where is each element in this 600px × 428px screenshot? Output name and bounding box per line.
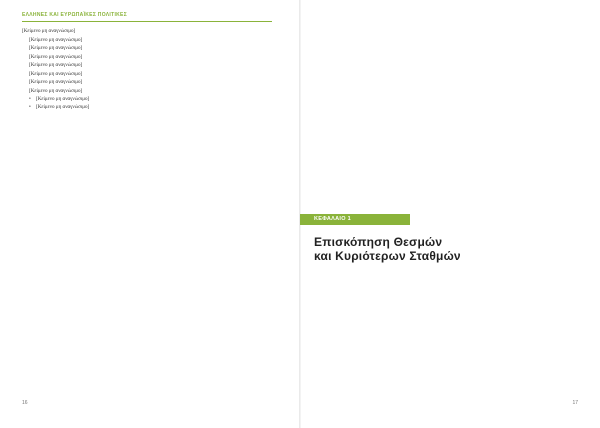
list-item-text: [Κείμενο μη αναγνώσιμο] [36, 103, 90, 110]
header-rule [22, 21, 272, 22]
paragraph: [Κείμενο μη αναγνώσιμο] [29, 62, 83, 69]
page-number-left: 16 [22, 400, 28, 406]
paragraph: [Κείμενο μη αναγνώσιμο] [29, 87, 83, 94]
list-item-text: [Κείμενο μη αναγνώσιμο] [36, 96, 90, 103]
chapter-title [314, 235, 534, 263]
paragraph: [Κείμενο μη αναγνώσιμο] [29, 70, 83, 77]
paragraph: [Κείμενο μη αναγνώσιμο] [29, 36, 83, 43]
body-text [22, 28, 272, 112]
bullet-icon: • [29, 96, 31, 103]
bullet-icon: • [29, 103, 31, 110]
list-item [29, 103, 272, 111]
paragraph: [Κείμενο μη αναγνώσιμο] [29, 53, 83, 60]
paragraph: [Κείμενο μη αναγνώσιμο] [22, 28, 76, 34]
paragraph: [Κείμενο μη αναγνώσιμο] [29, 45, 83, 52]
page-number-right: 17 [572, 400, 578, 406]
bullet-list [22, 96, 272, 110]
running-header: ΕΛΛΗΝΕΣ ΚΑΙ ΕΥΡΩΠΑΪΚΕΣ ΠΟΛΙΤΙΚΕΣ [22, 12, 127, 18]
paragraph: [Κείμενο μη αναγνώσιμο] [29, 79, 83, 86]
chapter-label: ΚΕΦΑΛΑΙΟ 1 [314, 216, 352, 222]
chapter-title-line-2: και Κυριότερων Σταθμών [314, 249, 461, 263]
chapter-label-bar [300, 214, 410, 225]
chapter-title-line-1: Επισκόπηση Θεσμών [314, 235, 443, 249]
list-item [29, 96, 272, 103]
right-page [300, 0, 600, 428]
